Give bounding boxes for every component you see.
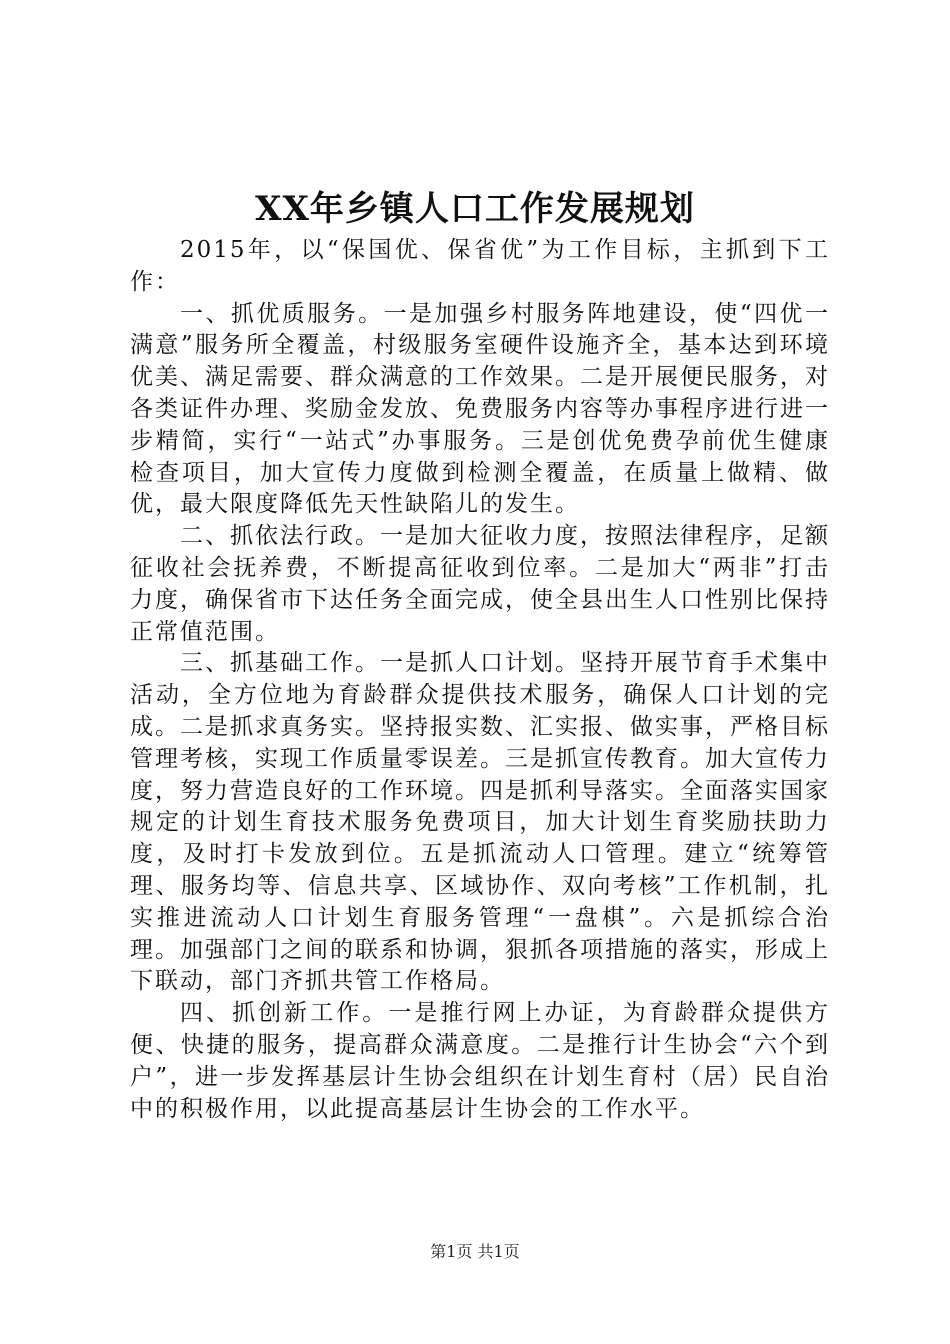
paragraph-section-2: 二、抓依法行政。一是加大征收力度，按照法律程序，足额征收社会抚养费，不断提高征收到位率。二是加大“两非”打击力度，确保省市下达任务全面完成，使全县出生人口性别比保持正常值范围。 (130, 523, 830, 645)
document-body (130, 235, 830, 1125)
paragraph-intro: 2015年，以“保国优、保省优”为工作目标，主抓到下工作： (130, 237, 830, 295)
page-footer: 第1页 共1页 (430, 1242, 520, 1261)
paragraph-section-1: 一、抓优质服务。一是加强乡村服务阵地建设，使“四优一满意”服务所全覆盖，村级服务室硬件设施齐全，基本达到环境优美、满足需要、群众满意的工作效果。二是开展便民服务，对各类证件办理、奖励金发放、免费服务内容等办事程序进行进一步精简，实行“一站式”办事服务。三是创优免费孕前优生健康检查项目，加大宣传力度做到检测全覆盖，在质量上做精、做优，最大限度降低先天性缺陷儿的发生。 (130, 300, 830, 518)
document-title: XX年乡镇人口工作发展规划 (255, 189, 695, 229)
paragraph-section-3: 三、抓基础工作。一是抓人口计划。坚持开展节育手术集中活动，全方位地为育龄群众提供技术服务，确保人口计划的完成。二是抓求真务实。坚持报实数、汇实报、做实事，严格目标管理考核，实现工作质量零误差。三是抓宣传教育。加大宣传力度，努力营造良好的工作环境。四是抓利导落实。全面落实国家规定的计划生育技术服务免费项目，加大计划生育奖励扶助力度，及时打卡发放到位。五是抓流动人口管理。建立“统筹管理、服务均等、信息共享、区域协作、双向考核”工作机制，扎实推进流动人口计划生育服务管理“一盘棋”。六是抓综合治理。加强部门之间的联系和协调，狠抓各项措施的落实，形成上下联动，部门齐抓共管工作格局。 (130, 650, 830, 995)
paragraph-section-4: 四、抓创新工作。一是推行网上办证，为育龄群众提供方便、快捷的服务，提高群众满意度。二是推行计生协会“六个到户”，进一步发挥基层计生协会组织在计划生育村（居）民自治中的积极作用，以此提高基层计生协会的工作水平。 (130, 1000, 830, 1122)
